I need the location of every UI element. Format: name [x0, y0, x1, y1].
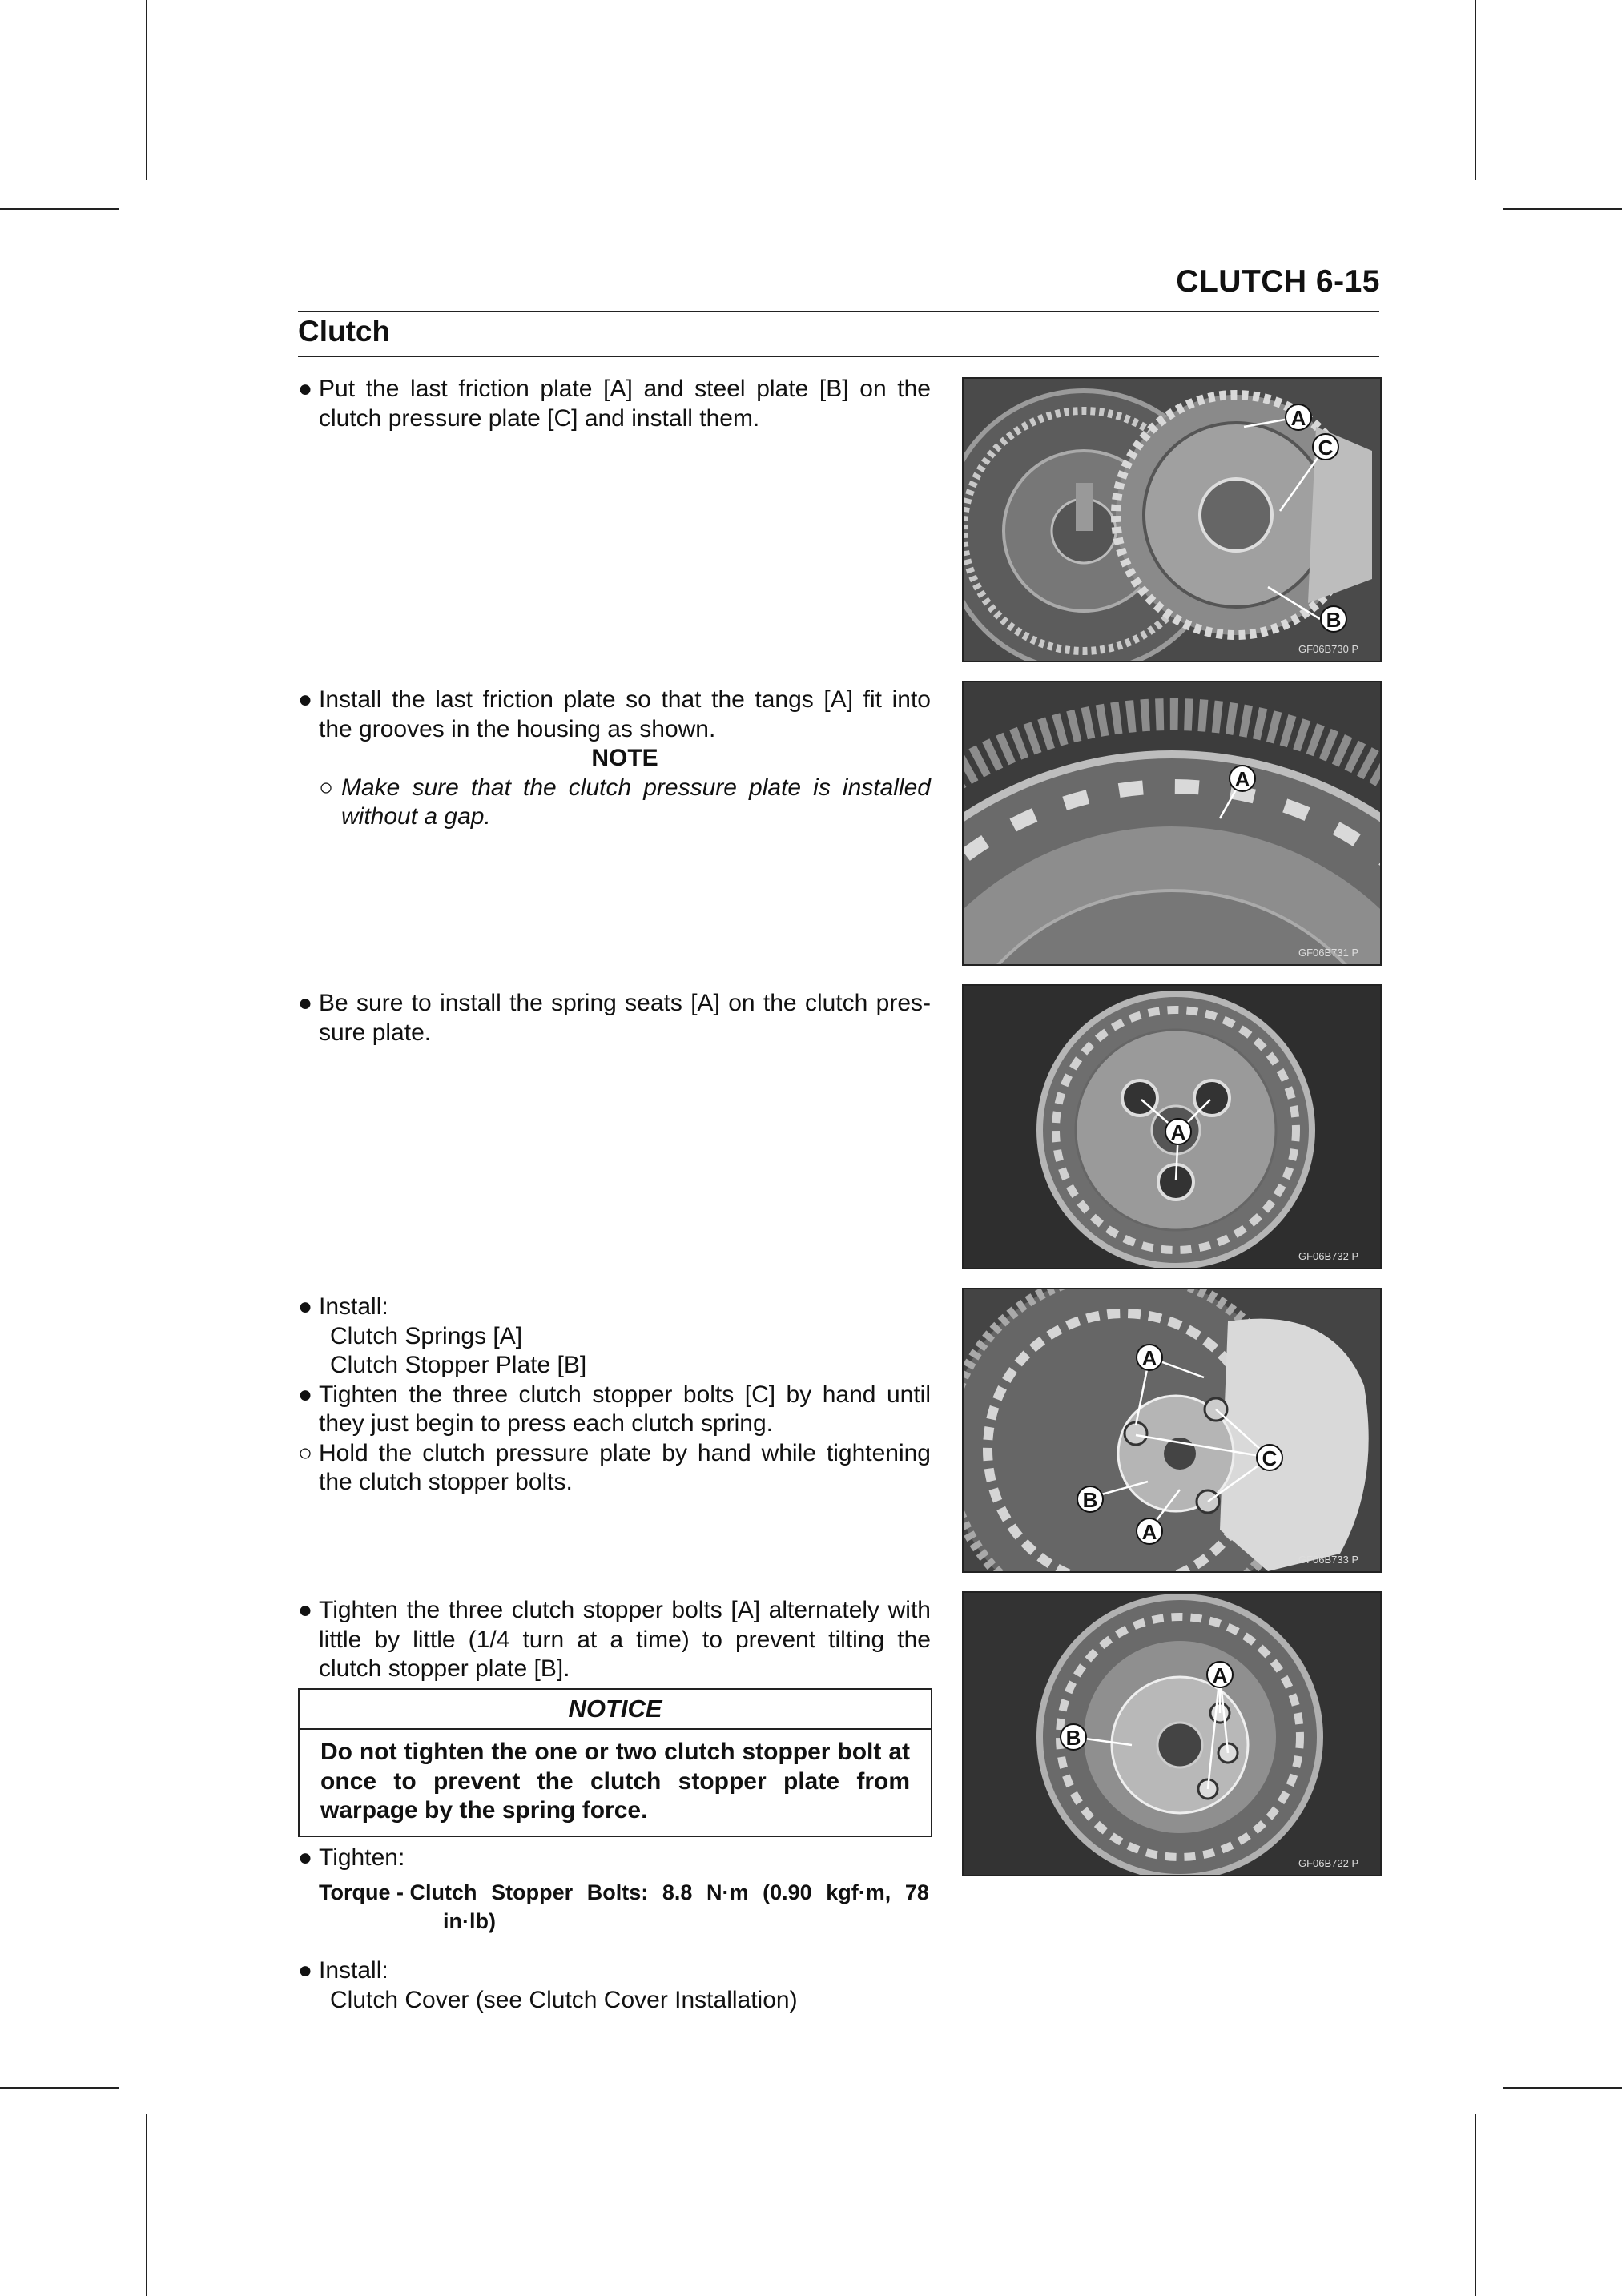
install-item: Clutch Stopper Plate [B] [330, 1352, 587, 1378]
torque-word: (0.90 [763, 1880, 812, 1904]
figure-illustration [964, 1593, 1380, 1875]
section-rule [298, 356, 1379, 357]
bullet-icon: ● [298, 1293, 313, 1320]
callout-letter: A [1141, 1346, 1157, 1370]
open-bullet-icon: ○ [319, 774, 334, 801]
step-text: Install the last friction plate so that the tangs [A] fit into the grooves in the housing as shown. [319, 686, 931, 742]
bullet-item [298, 1596, 931, 1684]
step-text: Tighten the three clutch stopper bolts [C] by hand until they just begin to press each clutch spring. [319, 1381, 931, 1437]
figure-illustration [964, 379, 1380, 661]
callout-a [1286, 404, 1311, 430]
bullet-icon: ● [298, 1597, 313, 1623]
step-7 [298, 1956, 931, 2015]
callout-a [1137, 1518, 1162, 1544]
torque-line [319, 1878, 929, 1907]
callout-c [1257, 1445, 1282, 1470]
callout-letter: B [1082, 1488, 1098, 1512]
page-header-title: CLUTCH 6-15 [1176, 264, 1380, 299]
callout-a [1165, 1119, 1191, 1144]
torque-word: kgf·m, [826, 1880, 891, 1904]
callout-b [1061, 1724, 1086, 1750]
crop-mark [146, 2114, 147, 2296]
step-2 [298, 686, 931, 832]
crop-mark [1503, 2087, 1622, 2089]
bullet-icon: ● [298, 686, 313, 713]
bullet-item [298, 1293, 931, 1322]
crop-mark [146, 0, 147, 180]
crop-mark [1503, 208, 1622, 210]
callout-letter: A [1141, 1520, 1157, 1544]
crop-mark [0, 208, 119, 210]
callout-letter: A [1234, 767, 1250, 791]
callout-letter: A [1170, 1120, 1186, 1144]
bullet-item [298, 989, 931, 1047]
callout-letter: C [1262, 1446, 1278, 1470]
figure-photo [962, 377, 1382, 662]
sub-step-item [298, 1439, 931, 1498]
step-text: Tighten the three clutch stopper bolts [A] alternately with little by little (1/4 turn at a time) to prevent tilting the clutch stopper plate [B]. [319, 1597, 931, 1682]
step-6 [298, 1844, 931, 1873]
figure-photo [962, 1288, 1382, 1573]
figure-code: GF06B730 P [1298, 643, 1359, 655]
torque-word: Bolts: [586, 1880, 649, 1904]
torque-word: 8.8 [662, 1880, 693, 1904]
callout-a [1230, 766, 1255, 791]
figure-photo [962, 681, 1382, 966]
tighten-label: Tighten: [319, 1844, 405, 1871]
bullet-item [298, 1844, 931, 1873]
bullet-icon: ● [298, 1957, 313, 1984]
section-title: Clutch [298, 315, 391, 348]
callout-letter: B [1065, 1726, 1081, 1750]
step-1 [298, 375, 931, 433]
callout-letter: C [1318, 436, 1334, 460]
bullet-item [298, 375, 931, 433]
callout-letter: A [1290, 406, 1306, 430]
callout-letter: B [1326, 608, 1342, 632]
bullet-icon: ● [298, 990, 313, 1016]
callout-b [1077, 1486, 1103, 1512]
figure-illustration [964, 1289, 1380, 1571]
figure-illustration [964, 986, 1380, 1268]
crop-mark [0, 2087, 119, 2089]
figure-code: GF06B731 P [1298, 947, 1359, 959]
torque-word: 78 [904, 1880, 929, 1904]
torque-word: N·m [706, 1880, 749, 1904]
figure-photo [962, 1591, 1382, 1876]
notice-heading: NOTICE [300, 1690, 931, 1730]
bullet-icon: ● [298, 1381, 313, 1408]
crop-mark [1475, 0, 1476, 180]
open-bullet-icon: ○ [298, 1439, 313, 1466]
notice-text: Do not tighten the one or two clutch stopper bolt at once to prevent the clutch stopper plate from warpage by the spring force. [320, 1739, 910, 1824]
crop-mark [1475, 2114, 1476, 2296]
figure-code: GF06B732 P [1298, 1250, 1359, 1262]
figure-code: GF06B733 P [1298, 1554, 1359, 1566]
bullet-item [298, 686, 931, 744]
install-label: Install: [319, 1293, 388, 1320]
figure-illustration [964, 682, 1380, 964]
torque-line: in·lb) [443, 1909, 496, 1933]
bullet-icon: ● [298, 376, 313, 402]
step-4 [298, 1293, 931, 1498]
torque-word: Stopper [491, 1880, 574, 1904]
note-item [298, 774, 931, 832]
note-text: Make sure that the clutch pressure plate is installed without a gap. [341, 774, 931, 830]
step-text: Put the last friction plate [A] and steel plate [B] on the clutch pressure plate [C] and install them. [319, 376, 931, 432]
bullet-icon: ● [298, 1844, 313, 1871]
step-5 [298, 1596, 931, 1684]
torque-word: Torque - Clutch [319, 1880, 477, 1904]
note-heading: NOTE [591, 745, 658, 771]
install-label: Install: [319, 1957, 388, 1984]
header-rule [298, 311, 1379, 312]
callout-a [1207, 1662, 1233, 1687]
install-item: Clutch Cover (see Clutch Cover Installation) [330, 1986, 798, 2013]
notice-box [298, 1688, 932, 1837]
callout-letter: A [1212, 1663, 1228, 1687]
bullet-item [298, 1956, 931, 1986]
bullet-item [298, 1381, 931, 1439]
figure-photo [962, 984, 1382, 1269]
callout-a [1137, 1345, 1162, 1370]
step-text: Be sure to install the spring seats [A] on the clutch pres-sure plate. [319, 990, 931, 1046]
step-3 [298, 989, 931, 1047]
install-item: Clutch Springs [A] [330, 1322, 523, 1349]
callout-c [1313, 434, 1338, 460]
figure-code: GF06B722 P [1298, 1857, 1359, 1869]
callout-b [1321, 606, 1346, 632]
torque-spec [319, 1878, 929, 1936]
sub-step-text: Hold the clutch pressure plate by hand while tightening the clutch stopper bolts. [319, 1439, 931, 1495]
